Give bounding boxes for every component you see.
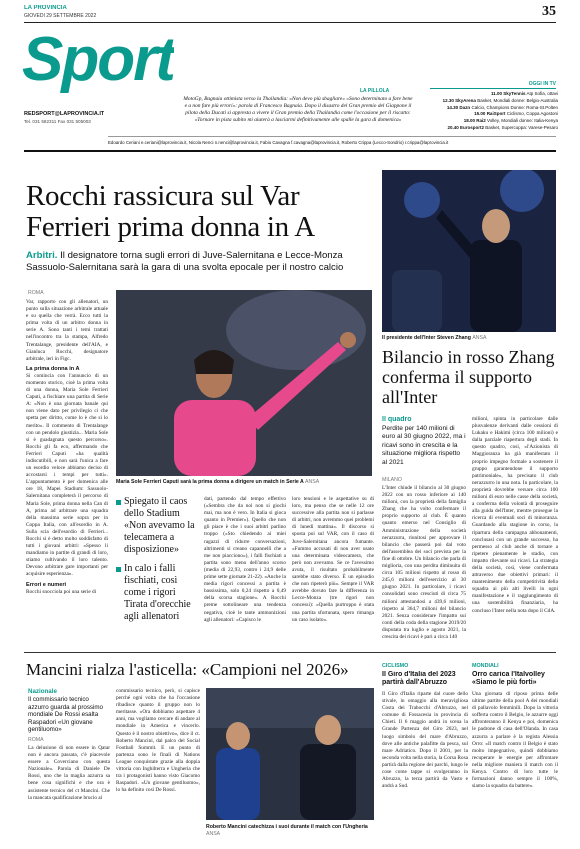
quote-bullet bbox=[116, 500, 121, 505]
pillola-label: LA PILLOLA bbox=[360, 88, 390, 94]
masthead-bottom-rule bbox=[24, 150, 556, 152]
tv-item: 14.30 Dazn Calcio, Champions Donne: Roma-St.Polten bbox=[446, 104, 558, 110]
lead-kicker: Arbitri. bbox=[26, 250, 58, 261]
pull-quote-1: Spiegato il caos dello Stadium «Non avevamo la telecamera a disposizione» bbox=[116, 496, 198, 556]
lower-rule bbox=[24, 652, 556, 653]
zhang-image bbox=[382, 170, 556, 332]
ciclismo-headline: Il Giro d'Italia del 2023 partirà dall'Abruzzo bbox=[382, 671, 456, 687]
mancini-dateline: ROMA bbox=[28, 737, 44, 743]
header-rule bbox=[24, 22, 556, 23]
mancini-photo bbox=[206, 688, 374, 820]
inter-col2: milioni, spinta in particolare dalle plusvalenze derivanti dalle cessioni di Lukaku e Hakimi (circa 100 milioni) e dalla parziale riapertura degli stadi. In questo quadro, così, «l'Azionista di Maggioranza ha già manifestato il proprio impegno formale a sostenere il gruppo garantendone il supporto patrimoniale», ha precisato il club nerazzurro in una nota. In particolare, la proprietà dovrebbe versare circa 100 milioni di euro nelle casse della società, a conferma della volontà di proseguire alla guida dell'Inter, mentre prosegue la ricerca di eventuali soci di minoranza. Guardando alla stagione in corso, la ripartura della campagna abbonamenti, conclusasi con un grande successo, ha permesso al club anche di tornare a ripetere pienamente le stadio, con impatto rilevante sui ricavi. La strategia della società, così, viene confermata attraverso due obiettivi primari: il mantenimento della competitività della squadra ai più alti livelli in ogni manifestazione e il raggiungimento di una sostenibilità finanziaria, ha concluso l'Inter nella nota dopo il CdA. bbox=[472, 416, 558, 614]
ciclismo-label: CICLISMO bbox=[382, 663, 409, 669]
inter-box-text: Perdite per 140 milioni di euro al 30 giugno 2022, ma i ricavi sono in crescita e la situazione migliora rispetto al 2021 bbox=[382, 425, 466, 466]
mancini-headline: Mancini rialza l'asticella: «Campioni nel 2026» bbox=[26, 660, 349, 679]
tv-label: OGGI IN TV bbox=[528, 81, 556, 87]
mancini-col2: commissario tecnico, però, si capisce perché ogni volta che ha l'occasione ribadisce quanto il gruppo non lo meritasse. «Ora dobbiamo aspettare 4 anni, ma vogliamo cercare di andare al mondiale in America e vincerlo. Questo è il nostro obiettivo», dice il ct. Roberto Mancini, dal palco del Social Football Summit. E un punto di partenza sono le finali di Nations League conquistate grazie alla doppia vittoria con Inghilterra e Ungheria che tra i protagonisti hanno visto Giacomo Raspadori. «Un giovane gentiluomo», lo ha definito così De Rossi. bbox=[116, 688, 200, 794]
mancini-photo-caption: Roberto Mancini catechizza i suoi durante il match con l'Ungheria ANSA bbox=[206, 824, 368, 837]
inter-col1: L'Inter chiude il bilancio al 30 giugno 2022 con un rosso inferiore ai 140 milioni, con la proprietà della famiglia Zhang che ha volto confermare il proprio supporto al club. È quanto quanto emerso nel Consiglio di Amministrazione della società nerazzurra, riunitosi per approvare il bilancio che passerà poi dal voto dell'assemblea dei soci prevista per la fine di ottobre. Un bilancio che parla di miglioria, con una perdita diminuita di circa 105 milioni rispetto al rosso di 245,6 milioni dell'esercizio al 30 giugno 2021. In particolare, i ricavi consolidati sono cresciuti di circa 75 milioni attestandosi a 439,6 milioni, rispetto ai 364,7 milioni del bilancio 2021. Senza considerare l'impatto sui conti della coda della stagione 2019/20 disputata tra luglio e agosto 2021, la crescita dei ricavi è pari a circa 140 bbox=[382, 485, 466, 640]
inter-box-title: Il quadro bbox=[382, 416, 412, 423]
inter-headline: Bilancio in rosso Zhang conferma il supporto all'Inter bbox=[382, 347, 555, 407]
contact-phone: Tel. 031 582311 Fax 031 505003 bbox=[24, 119, 91, 124]
mondiali-headline: Orro carica l'Italvolley «Siamo le più forti» bbox=[472, 671, 545, 687]
pull-quote-2: In calo i falli fischiati, così come i rigori Tirata d'orecchie agli allenatori bbox=[116, 563, 198, 623]
ciclismo-text: Il Giro d'Italia riparte dal cuore dello stivale, in omaggio alla meravigliosa Costa dei Trabocchi d'Abruzzo, nel comune di Fossacesia in provincia di Chieti. Il 6 maggio andrà in scena la Grande Partenza del Giro 2023, nel luogo simbolo del mare d'Abruzzo, dove alle antiche palafitte da pesca, sul mare Adriatico. Dopo il 2001, per la seconda volta nella storia, la Corsa Rosa partirà dalla regione dei parchi, lungo le cose come tappe si svolgeranno in Abruzzo, la terza partirà da Vasto e andrà a Sud. bbox=[382, 691, 468, 790]
mondiali-text: Una giornata di riposo prima delle ultime partite della pool A dei mondiali di pallavolo femminili. Dopo la vittoria sofferta contro il Belgio, le azzurre oggi affronteranno il Kenya e poi, domenica le padrone di casa dell'Olanda. In casa azzurra a parlare è la regista Alessia Orro: «Il match contro il Belgio è stato molto impegnativo, quindi dobbiamo recuperare le energie per affrontare nella migliore maniera il match con il Kenya. Contro di loro tutte le formazioni danno sempre il 100%, siamo la squadra da battere». bbox=[472, 691, 558, 790]
zhang-photo bbox=[382, 170, 556, 332]
tv-item: 15.00 RaiSport Ciclismo, Coppa Agostoni bbox=[474, 111, 558, 117]
lead-dateline: ROMA bbox=[28, 290, 44, 296]
lead-col4: loro tensioni e le aspettative su di loro, ma penso che se nelle 12 ore successive alla partita non si parlasse di arbitri, non avremmo quei problemi di lunedì mattina». Il discorso si sposta poi sul VAR, con il caso di Juve-Salernitana ancora fumante. «Fummo accusati di non aver usato una determinata videocamera, che però non avevamo. Se ce l'avessimo avuta, il risultato probabilmente sarebbe stato diverso. È un episodio che non ripeterò più». Sempre il VAR avrebbe dovuto fare la differenza in Lecce-Monza (tre rigori non concessi): «Quella purtroppo è stata una partita sfortunata, spero rimanga un caso isolato». bbox=[292, 496, 374, 623]
pillola-text: MotoGp, Bagnaia ottimista verso la Thailandia: «Non devo più sbagliare» «Sono determinato a fare bene e a non fare più errori»: parola di Francesco Bagnaia. Dopo il disastro del Gran premio del Giappone il pilota della Ducati si appresta a vivere il Gran premio della Thailandia come l'occasione per il riscatto: «Tornare in pista subito mi aiuterà a lasciarmi definitivamente alle spalle la gara di domenica» bbox=[183, 96, 413, 123]
issue-date: GIOVEDÌ 29 SETTEMBRE 2022 bbox=[24, 13, 97, 19]
inter-dateline: MILANO bbox=[382, 477, 402, 483]
quote-bullet bbox=[116, 567, 121, 572]
zhang-photo-caption: Il presidente dell'Inter Steven Zhang ANSA bbox=[382, 335, 487, 341]
mancini-image bbox=[206, 688, 374, 820]
tv-item: 20.40 Eurosport2 Basket, Supercoppa: Varese-Pesaro bbox=[447, 124, 558, 130]
referee-photo-caption: Maria Sole Ferrieri Caputi sarà la prima donna a dirigere un match in Serie A ANSA bbox=[116, 479, 320, 485]
mondiali-label: MONDIALI bbox=[472, 663, 499, 669]
editors-rule bbox=[108, 136, 556, 137]
editors-line: Edoardo Ceriani e.ceriani@laprovincia.it, Nicola Nenci n.nenci@laprovincia.it, Fabio Cavagna f.cavagna@laprovincia.it, Roberto Crippa (Lecco-Sondrio) r.crippa@laprovincia.it bbox=[108, 140, 449, 145]
referee-photo bbox=[116, 290, 372, 476]
redsport-email[interactable]: REDSPORT@LAPROVINCIA.IT bbox=[24, 111, 105, 117]
tv-rule bbox=[430, 88, 556, 89]
tv-item: 12.30 SkyArena Basket, Mondiali donne: Belgio-Australia bbox=[442, 97, 558, 103]
page-number: 35 bbox=[542, 4, 556, 19]
mancini-box-text: Il commissario tecnico azzurro guarda al prossimo mondiale De Rossi esalta Raspadori «Un giovane gentiluomo» bbox=[28, 696, 103, 734]
mancini-box-title: Nazionale bbox=[28, 688, 57, 695]
paper-name: LA PROVINCIA bbox=[24, 5, 67, 11]
lead-col1: Var, rapporto con gli allenatori, un punto sulla situazione arbitrale attuale e su quella che verrà. Ecco tutti la prima volta di un arbitro donna in serie A. Sono tanti i temi trattati nell'incontro tra la stampa, Alfredo Trentalange, presidente dell'AIA, e Gianluca Rocchi, designatore arbitrale, ieri in Figc. La prima donna in A Si comincia con l'annuncio di un momento storico, cioè la prima volta di una donna, Maria Sole Ferrieri Caputi, a fischiare una partita di Serie A: «Non è una giornata banale qui non viene dato per privilegio ci che spetta per diritto, come lo è che si lo merito». Il commento di Trentalange con un pendolo giustizia... Maria Sole si è guadagnata questo percorso». Rocchi gli fa eco, affermando che Ferrieri Caputi «ha qualità indiscutibili, e non sarà l'unica a fare un esordio veloce abbiamo deciso di accostarsi i tempi per tutti». L'appuntamento è per domenica alle ore 18, Mapei Stadium: Sassuolo-Salernitana completerà il percorso di Maria Sole, prima donna nella Can di A, prima ad arbitrare una squadra della massima serie sopra per in Coppa Italia, con all'esordio in A. Sulla scia dell'esordio di Ferrieri... Rocchi si è detto molto soddisfatto di tutti i giovani arbitri: «Spesso li mandiamo in partite di grandi di loro, stiamo cultivando il loro talento. Devono arbitrare gare importanti per acquisire esperienza». Errori e numeri Rocchi snocciola poi una serie di bbox=[26, 299, 108, 595]
tv-item: 18.00 Rai2 Volley, Mondiali donne: Italia-Kenya bbox=[463, 118, 558, 124]
tv-schedule bbox=[418, 91, 558, 132]
section-title: Sport bbox=[22, 25, 174, 94]
tv-item: 11.00 SkyTennis Atp Sofia, ottavi bbox=[490, 91, 558, 96]
lead-headline: Rocchi rassicura sul Var Ferrieri prima donna in A bbox=[26, 181, 315, 243]
lead-deck: Arbitri. Il designatore torna sugli errori di Juve-Salernitana e Lecce-Monza Sassuolo-Salernitana sarà la gara di una svolta epocale per il nostro calcio bbox=[26, 250, 344, 273]
lead-col3: dati, partendo dal tempo effettivo («Sembra che da noi non si giochi mai, ma non è vero. In Italia si gioca quanto in Premier»). Quello che non gli piace è che i suoi arbitri parlino troppo («Sto chiedendo ai miei ragazzi di ridurre conversazioni, altrimenti si creano capannelli che a me non piacciono»), i falli fischiati a partita sono meno dell'anno scorso (media di 22,93, contro i 24,9 delle prime sette giornate 21-22). «Anche la media rigori concessi a partita è bassissima, solo 0,24 rispetto a 0,49 della scorsa stagione». A Rocchi preme sottolineare una tendenza negativa, cioè le tante ammonizioni agli allenatori: «Capisco le bbox=[204, 496, 286, 623]
mancini-col1: La delusione di non essere in Qatar non è ancora passata, c'è piacevole essere a Coverciano con questa Nazionale». Parola di Daniele De Rossi, uno che la maglia azzurra sa bene cosa significhi e che ora è assistente tecnico del ct Mancini. Che la mancata qualificazione brucio al bbox=[28, 745, 110, 801]
referee-image bbox=[116, 290, 372, 476]
